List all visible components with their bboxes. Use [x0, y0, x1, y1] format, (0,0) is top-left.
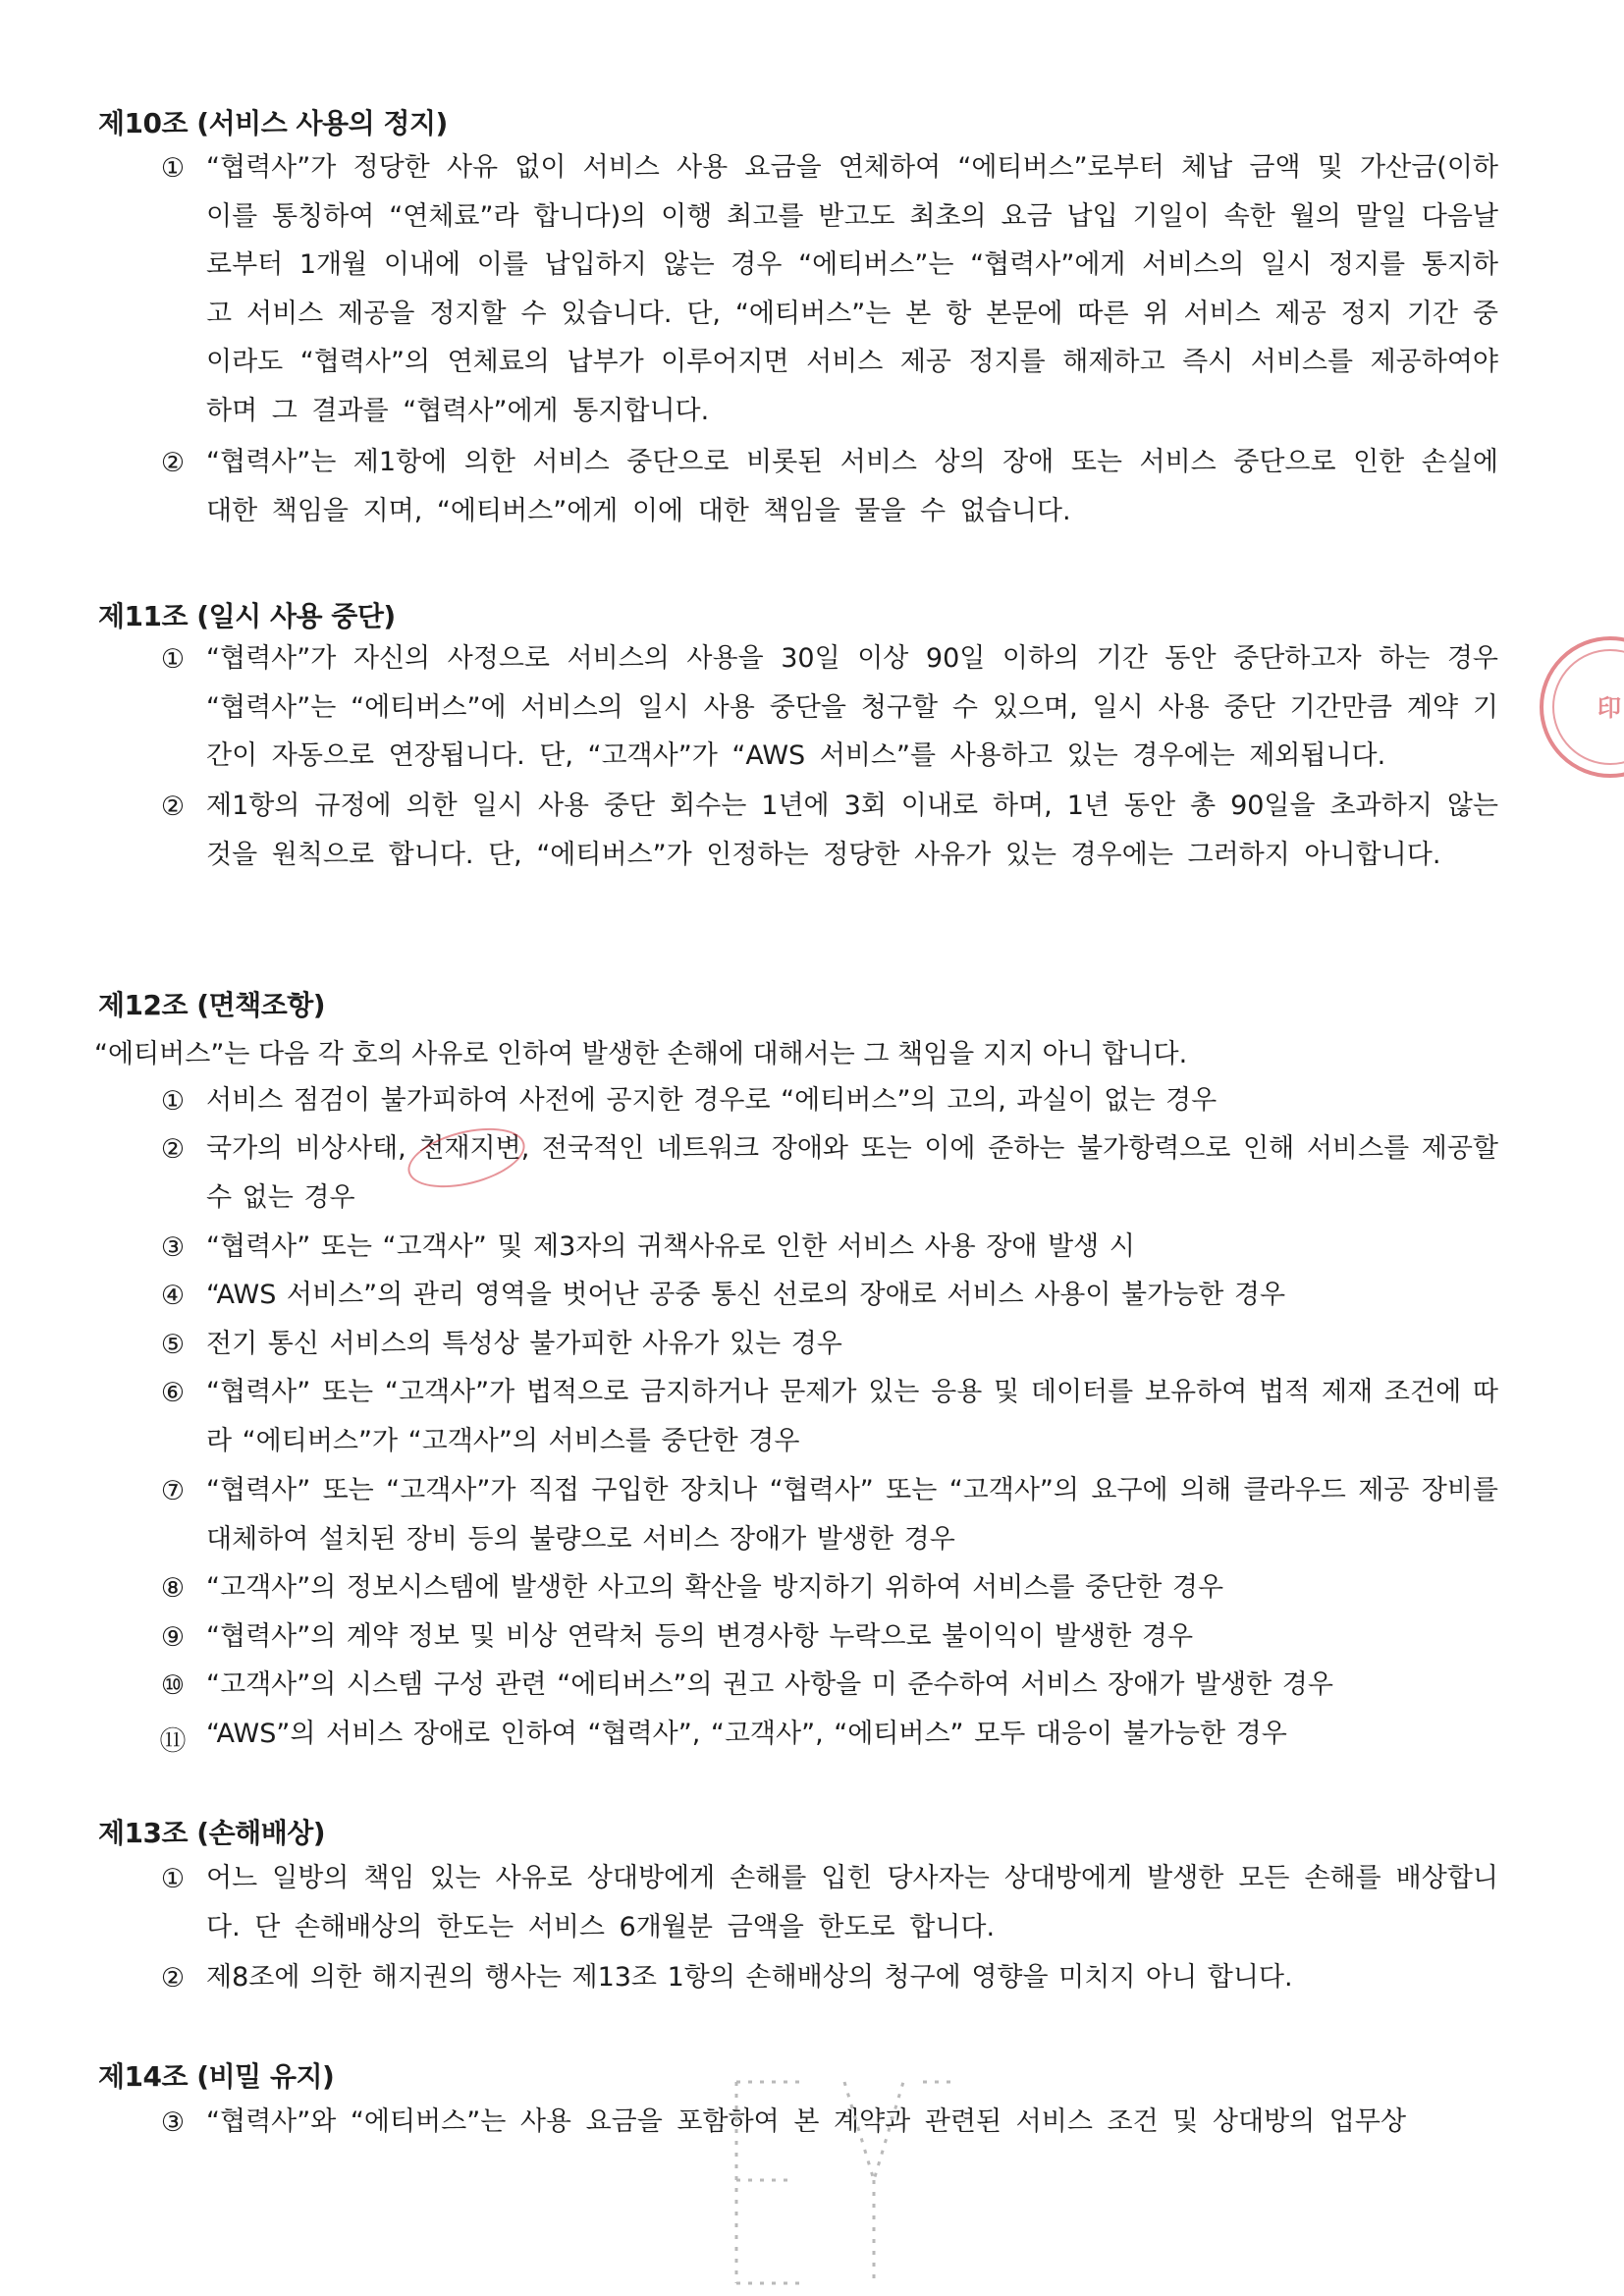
item-number: ①: [160, 1864, 186, 1894]
item-text: “고객사”의 시스템 구성 관련 “에티버스”의 권고 사항을 미 준수하여 서비스 장애가 발생한 경우: [206, 1669, 1333, 1700]
dotted-watermark: [727, 2072, 962, 2293]
item-text: “협력사”가 자신의 사정으로 서비스의 사용을 30일 이상 90일 이하의 기간 동안 중단하고자 하는 경우 “협력사”는 “에티버스”에 서비스의 일시 사용 중단을 청구할 수 있으며, 일시 사용 중단 기간만큼 계약 기간이 자동으로 연장됩니다. 단, “고객사”가 “AWS 서비스”를 사용하고 있는 경우에는 제외됩니다.: [206, 643, 1498, 771]
item-text: “AWS 서비스”의 관리 영역을 벗어난 공중 통신 선로의 장애로 서비스 사용이 불가능한 경우: [206, 1280, 1286, 1310]
item-number: ③: [160, 2107, 186, 2138]
item-number: ⑧: [160, 1573, 186, 1604]
article-13-heading: 제13조 (손해배상): [98, 1817, 326, 1849]
item-text: “협력사” 또는 “고객사”가 직접 구입한 장치나 “협력사” 또는 “고객사”의 요구에 의해 클라우드 제공 장비를 대체하여 설치된 장비 등의 불량으로 서비스 장애가 발생한 경우: [206, 1475, 1498, 1555]
item-text: “협력사” 또는 “고객사” 및 제3자의 귀책사유로 인한 서비스 사용 장애 발생 시: [206, 1231, 1135, 1262]
item-number: ⑤: [160, 1330, 186, 1360]
article-10-heading: 제10조 (서비스 사용의 정지): [98, 107, 448, 139]
item-text: 국가의 비상사태, 천재지변, 전국적인 네트워크 장애와 또는 이에 준하는 불가항력으로 인해 서비스를 제공할 수 없는 경우: [206, 1133, 1498, 1213]
item-text: 어느 일방의 책임 있는 사유로 상대방에게 손해를 입힌 당사자는 상대방에게 발생한 모든 손해를 배상합니다. 단 손해배상의 한도는 서비스 6개월분 금액을 한도로 합니다.: [206, 1863, 1498, 1942]
item-text: “협력사”가 정당한 사유 없이 서비스 사용 요금을 연체하여 “에티버스”로부터 체납 금액 및 가산금(이하 이를 통칭하여 “연체료”라 합니다)의 이행 최고를 받고도 최초의 요금 납입 기일이 속한 월의 말일 다음날로부터 1개월 이내에 이를 납입하지 않는 경우 “에티버스”는 “협력사”에게 서비스의 일시 정지를 통지하고 서비스 제공을 정지할 수 있습니다. 단, “에티버스”는 본 항 본문에 따른 위 서비스 제공 정지 기간 중이라도 “협력사”의 연체료의 납부가 이루어지면 서비스 제공 정지를 해제하고 즉시 서비스를 제공하여야 하며 그 결과를 “협력사”에게 통지합니다.: [206, 152, 1498, 426]
item-number: ②: [160, 1963, 186, 1994]
item-number: ①: [160, 1086, 186, 1117]
item-number: ②: [160, 792, 186, 822]
item-text: “협력사”는 제1항에 의한 서비스 중단으로 비롯된 서비스 상의 장애 또는 서비스 중단으로 인한 손실에 대한 책임을 지며, “에티버스”에게 이에 대한 책임을 물을 수 없습니다.: [206, 447, 1498, 526]
item-text: 전기 통신 서비스의 특성상 불가피한 사유가 있는 경우: [206, 1329, 842, 1359]
item-number: ②: [160, 1134, 186, 1165]
item-number: ⑥: [160, 1378, 186, 1408]
item-text: 서비스 점검이 불가피하여 사전에 공지한 경우로 “에티버스”의 고의, 과실이 없는 경우: [206, 1085, 1218, 1116]
item-number: ③: [160, 1232, 186, 1263]
item-number: ⑪: [159, 1726, 187, 1757]
item-number: ①: [160, 153, 186, 184]
item-number: ⑨: [160, 1622, 186, 1653]
item-number: ⑦: [160, 1476, 186, 1506]
article-11-heading: 제11조 (일시 사용 중단): [98, 600, 396, 632]
article-14-heading: 제14조 (비밀 유지): [98, 2060, 335, 2093]
article-12-intro: “에티버스”는 다음 각 호의 사유로 인하여 발생한 손해에 대해서는 그 책임을 지지 아니 합니다.: [94, 1039, 1188, 1069]
article-12-heading: 제12조 (면책조항): [98, 989, 326, 1021]
item-number: ①: [160, 644, 186, 675]
item-text: “고객사”의 정보시스템에 발생한 사고의 확산을 방지하기 위하여 서비스를 중단한 경우: [206, 1572, 1224, 1603]
item-text: “협력사”와 “에티버스”는 사용 요금을 포함하여 본 계약과 관련된 서비스 조건 및 상대방의 업무상: [206, 2106, 1407, 2137]
item-text: 제8조에 의한 해지권의 행사는 제13조 1항의 손해배상의 청구에 영향을 미치지 아니 합니다.: [206, 1962, 1293, 1993]
company-seal-stamp: 印: [1540, 636, 1624, 778]
item-number: ②: [160, 448, 186, 478]
item-text: “협력사” 또는 “고객사”가 법적으로 금지하거나 문제가 있는 응용 및 데이터를 보유하여 법적 제재 조건에 따라 “에티버스”가 “고객사”의 서비스를 중단한 경우: [206, 1377, 1498, 1456]
item-text: “AWS”의 서비스 장애로 인하여 “협력사”, “고객사”, “에티버스” 모두 대응이 불가능한 경우: [206, 1719, 1287, 1749]
item-number: ⑩: [160, 1670, 186, 1701]
item-text: “협력사”의 계약 정보 및 비상 연락처 등의 변경사항 누락으로 불이익이 발생한 경우: [206, 1621, 1194, 1652]
item-text: 제1항의 규정에 의한 일시 사용 중단 회수는 1년에 3회 이내로 하며, 1년 동안 총 90일을 초과하지 않는 것을 원칙으로 합니다. 단, “에티버스”가 인정하는 정당한 사유가 있는 경우에는 그러하지 아니합니다.: [206, 791, 1498, 870]
item-number: ④: [160, 1281, 186, 1311]
